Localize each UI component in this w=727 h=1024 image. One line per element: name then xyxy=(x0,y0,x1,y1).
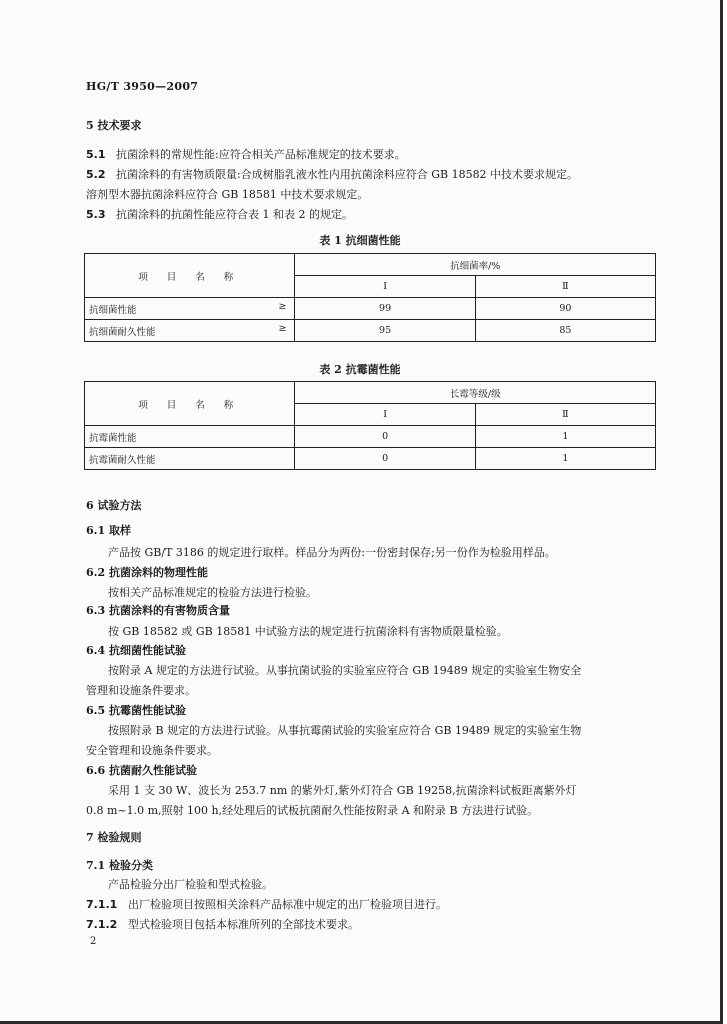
row-value-level-1: 0 xyxy=(295,426,475,448)
column-group-grade: 长霉等级/级 xyxy=(295,382,656,404)
clause-6-4-text: 按附录 A 规定的方法进行试验。从事抗菌试验的实验室应符合 GB 19489 规定的实验室生物安全 xyxy=(108,664,582,677)
clause-6-1-text: 产品按 GB/T 3186 的规定进行取样。样品分为两份:一份密封保存;另一份作为检验用样品。 xyxy=(108,546,556,559)
table-row xyxy=(85,426,656,448)
clause-5-2-continued: 溶剂型木器抗菌涂料应符合 GB 18581 中技术要求规定。 xyxy=(86,188,369,201)
level-1-header: Ⅰ xyxy=(295,276,475,298)
row-name: 抗霉菌性能 xyxy=(85,426,295,448)
clause-text: 型式检验项目包括本标准所列的全部技术要求。 xyxy=(128,918,359,931)
table-1-caption: 表 1 抗细菌性能 xyxy=(319,234,401,247)
row-name xyxy=(85,298,295,320)
operator-ge: ≥ xyxy=(278,323,287,334)
row-label: 抗细菌耐久性能 xyxy=(89,326,156,338)
table-2-antifungal xyxy=(84,381,656,470)
clause-6-6-text: 采用 1 支 30 W、波长为 253.7 nm 的紫外灯,紫外灯符合 GB 19258,抗菌涂料试板距离紫外灯 xyxy=(108,784,577,797)
clause-6-5-text-continued: 安全管理和设施条件要求。 xyxy=(86,744,218,757)
standard-code-header: HG/T 3950—2007 xyxy=(86,80,199,93)
clause-6-3-text: 按 GB 18582 或 GB 18581 中试验方法的规定进行抗菌涂料有害物质限量检验。 xyxy=(108,625,508,638)
row-value-level-2: 1 xyxy=(475,426,655,448)
operator-ge: ≥ xyxy=(278,301,287,312)
table-2-caption: 表 2 抗霉菌性能 xyxy=(319,363,401,376)
clause-6-1-heading: 6.1 取样 xyxy=(86,524,131,537)
clause-text: 抗菌涂料的有害物质限量:合成树脂乳液水性内用抗菌涂料应符合 GB 18582 中技术要求规定。 xyxy=(116,168,579,181)
column-group-rate: 抗细菌率/% xyxy=(295,254,656,276)
clause-6-3-heading: 6.3 抗菌涂料的有害物质含量 xyxy=(86,604,230,617)
level-1-header: Ⅰ xyxy=(295,404,475,426)
row-value-level-2: 1 xyxy=(475,448,655,470)
clause-7-1-2 xyxy=(86,917,359,933)
table-row xyxy=(85,320,656,342)
clause-5-1 xyxy=(86,147,406,163)
row-value-level-2: 85 xyxy=(475,320,655,342)
clause-text: 抗菌涂料的抗菌性能应符合表 1 和表 2 的规定。 xyxy=(116,208,353,221)
level-2-header: Ⅱ xyxy=(475,276,655,298)
clause-number: 5.3 xyxy=(86,208,106,221)
row-value-level-1: 95 xyxy=(295,320,475,342)
column-item-name: 项 目 名 称 xyxy=(85,254,295,298)
clause-6-5-text: 按照附录 B 规定的方法进行试验。从事抗霉菌试验的实验室应符合 GB 19489 规定的实验室生物 xyxy=(108,724,582,737)
row-label: 抗细菌性能 xyxy=(89,304,137,316)
table-1-antibacterial xyxy=(84,253,656,342)
clause-number: 7.1.2 xyxy=(86,918,118,931)
row-value-level-1: 0 xyxy=(295,448,475,470)
clause-5-3 xyxy=(86,207,353,223)
level-2-header: Ⅱ xyxy=(475,404,655,426)
clause-number: 5.1 xyxy=(86,148,106,161)
clause-5-2 xyxy=(86,167,578,183)
page-number: 2 xyxy=(90,936,97,947)
clause-7-1-1 xyxy=(86,897,447,913)
row-name: 抗霉菌耐久性能 xyxy=(85,448,295,470)
clause-6-2-text: 按相关产品标准规定的检验方法进行检验。 xyxy=(108,586,317,599)
clause-6-4-text-continued: 管理和设施条件要求。 xyxy=(86,684,196,697)
table-row xyxy=(85,298,656,320)
row-value-level-2: 90 xyxy=(475,298,655,320)
clause-6-6-heading: 6.6 抗菌耐久性能试验 xyxy=(86,764,197,777)
clause-6-6-text-continued: 0.8 m~1.0 m,照射 100 h,经处理后的试板抗菌耐久性能按附录 A 和附录 B 方法进行试验。 xyxy=(86,804,539,817)
row-value-level-1: 99 xyxy=(295,298,475,320)
clause-6-4-heading: 6.4 抗细菌性能试验 xyxy=(86,644,186,657)
clause-text: 出厂检验项目按照相关涂料产品标准中规定的出厂检验项目进行。 xyxy=(128,898,447,911)
clause-7-1-heading: 7.1 检验分类 xyxy=(86,859,153,872)
section-6-heading: 6 试验方法 xyxy=(86,499,142,512)
table-row xyxy=(85,448,656,470)
column-item-name: 项 目 名 称 xyxy=(85,382,295,426)
clause-7-1-text: 产品检验分出厂检验和型式检验。 xyxy=(108,878,273,891)
section-7-heading: 7 检验规则 xyxy=(86,831,142,844)
row-name xyxy=(85,320,295,342)
section-5-heading: 5 技术要求 xyxy=(86,119,142,132)
clause-text: 抗菌涂料的常规性能:应符合相关产品标准规定的技术要求。 xyxy=(116,148,406,161)
clause-number: 7.1.1 xyxy=(86,898,118,911)
clause-6-5-heading: 6.5 抗霉菌性能试验 xyxy=(86,704,186,717)
clause-6-2-heading: 6.2 抗菌涂料的物理性能 xyxy=(86,566,208,579)
clause-number: 5.2 xyxy=(86,168,106,181)
